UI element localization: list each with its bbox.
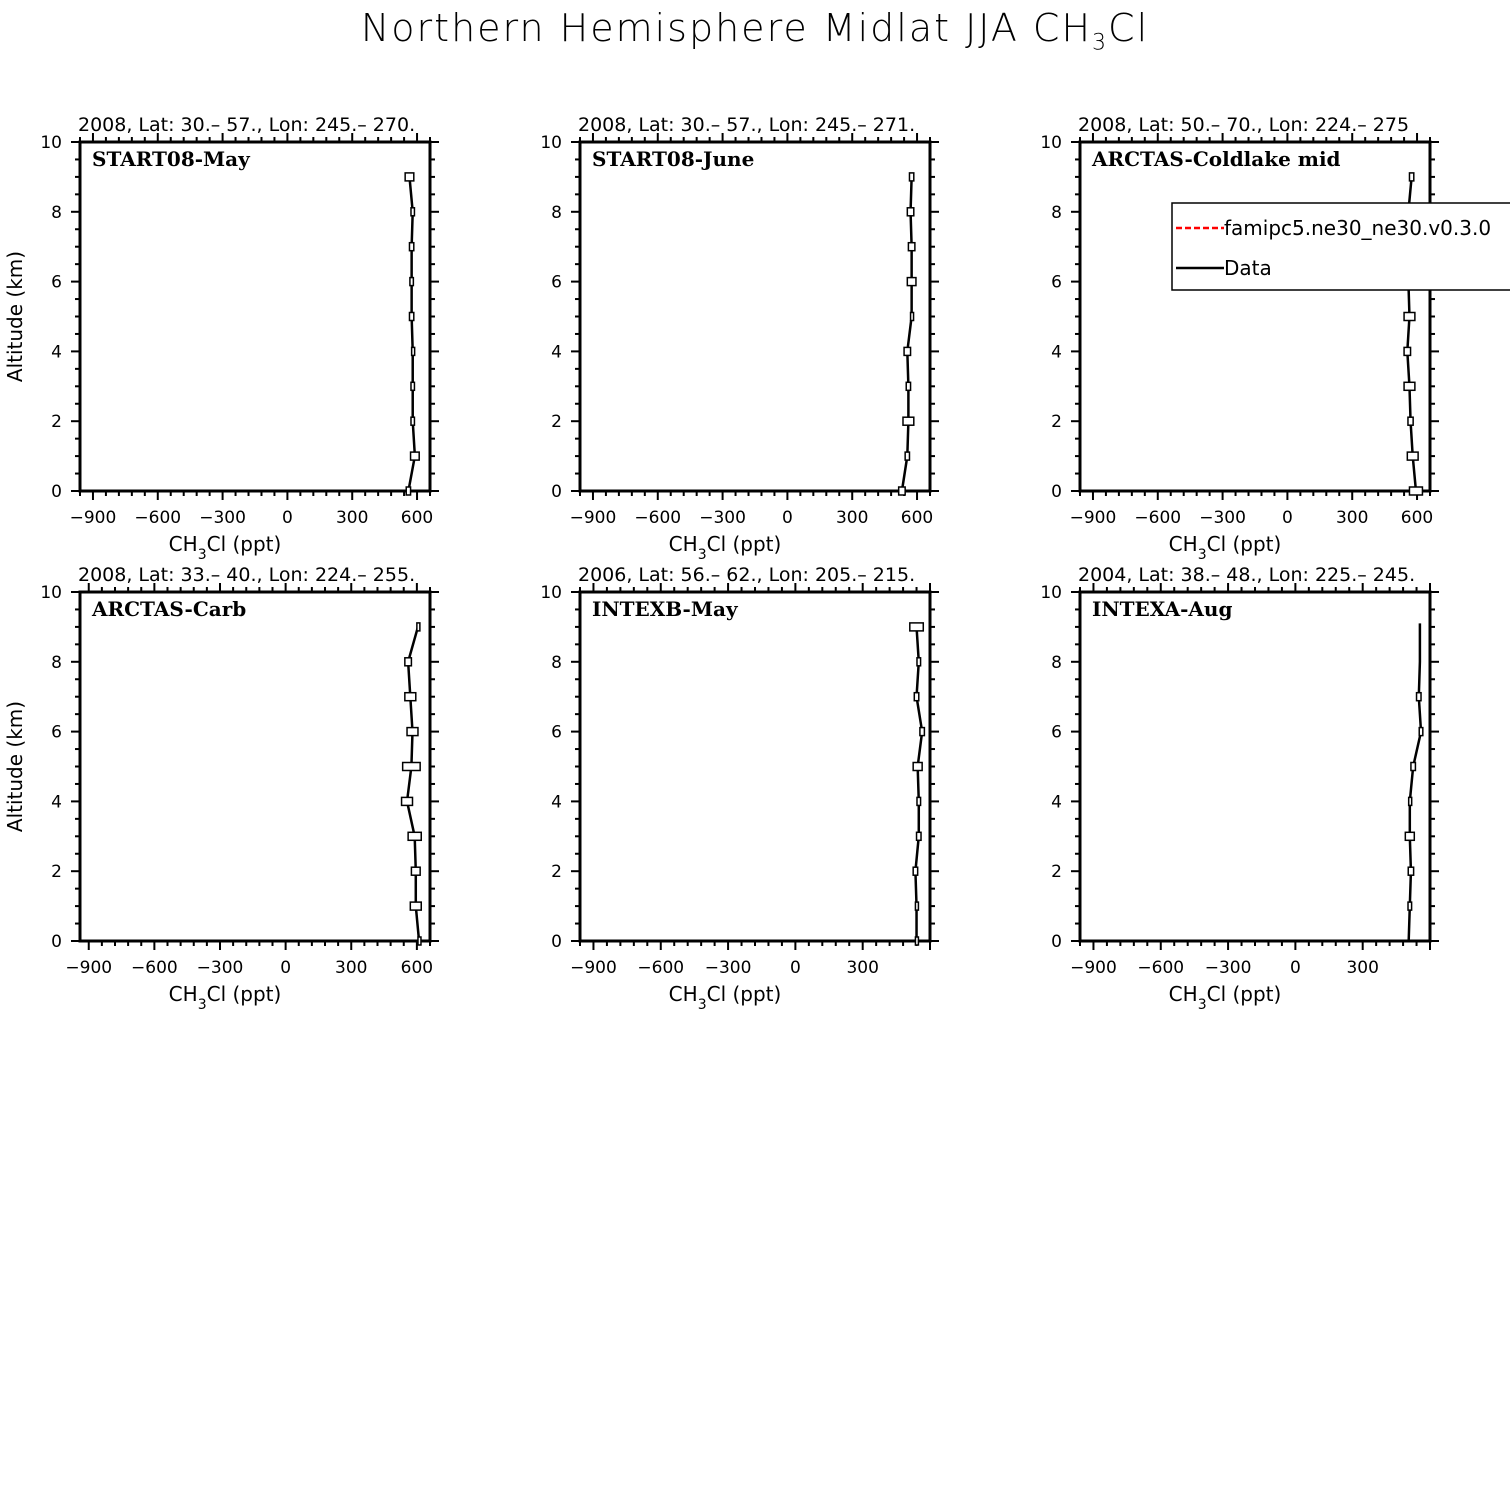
panel-header: 2008, Lat: 30.– 57., Lon: 245.– 271.	[578, 114, 916, 136]
y-tick-label: 8	[51, 202, 62, 223]
data-point-box	[411, 452, 420, 460]
y-tick-label: 2	[1051, 412, 1062, 433]
data-point-box	[917, 658, 921, 666]
figure-title: Northern Hemisphere Midlat JJA $CH_3Cl$	[360, 6, 1150, 56]
y-tick-label: 8	[1051, 202, 1062, 223]
y-axis-label: Altitude (km)	[3, 700, 27, 833]
data-point-box	[1409, 797, 1412, 805]
data-point-box	[409, 313, 413, 321]
x-tick-label: 600	[400, 958, 434, 978]
data-point-box	[405, 693, 416, 701]
data-point-box	[1407, 452, 1418, 460]
x-tick-label: −300	[1199, 508, 1246, 528]
y-tick-label: 6	[51, 722, 62, 743]
panel-3	[1040, 114, 1439, 563]
plot-frame	[1080, 592, 1430, 941]
panel-header: 2008, Lat: 33.– 40., Lon: 224.– 255.	[78, 564, 416, 586]
data-point-box	[405, 173, 414, 181]
y-tick-label: 6	[1051, 272, 1062, 293]
data-point-box	[1404, 347, 1410, 355]
x-tick-label: −900	[69, 508, 117, 528]
data-point-box	[406, 487, 410, 495]
panel-label: START08-May	[92, 147, 250, 171]
y-tick-label: 0	[1051, 482, 1062, 502]
x-tick-label: −600	[634, 508, 682, 528]
y-tick-label: 2	[51, 862, 62, 883]
y-tick-label: 2	[551, 412, 562, 433]
panel-6	[1040, 564, 1439, 1013]
x-tick-label: 600	[900, 508, 934, 528]
data-line	[915, 627, 922, 941]
x-tick-label: −600	[131, 958, 178, 978]
panel-4	[3, 564, 439, 1013]
data-point-box	[412, 347, 415, 355]
panel-header: 2008, Lat: 30.– 57., Lon: 245.– 270.	[78, 114, 416, 136]
data-point-box	[1405, 832, 1414, 840]
panel-label: ARCTAS-Carb	[92, 597, 247, 621]
y-tick-label: 2	[551, 862, 562, 883]
x-axis-label: $CH_3Cl$ (ppt)	[668, 982, 782, 1013]
data-point-box	[410, 902, 421, 910]
x-axis-label: $CH_3Cl$ (ppt)	[1168, 532, 1282, 563]
data-point-box	[906, 382, 910, 390]
data-line	[1409, 623, 1421, 941]
plot-frame	[1080, 142, 1430, 491]
x-axis-label: $CH_3Cl$ (ppt)	[1168, 982, 1282, 1013]
panel-header: 2006, Lat: 56.– 62., Lon: 205.– 215.	[578, 564, 916, 586]
x-tick-label: 300	[1335, 508, 1369, 528]
legend	[1172, 203, 1510, 290]
x-tick-label: −600	[637, 958, 685, 978]
data-point-box	[407, 728, 418, 736]
data-point-box	[411, 382, 414, 390]
data-point-box	[1417, 693, 1421, 701]
data-point-box	[1404, 313, 1415, 321]
data-point-box	[402, 797, 413, 805]
panel-5	[540, 564, 939, 1013]
y-tick-label: 10	[1040, 133, 1062, 153]
panel-header: 2008, Lat: 50.– 70., Lon: 224.– 275	[1078, 114, 1410, 136]
y-tick-label: 8	[1051, 652, 1062, 673]
y-tick-label: 6	[51, 272, 62, 293]
data-point-box	[1411, 763, 1415, 771]
x-tick-label: −300	[699, 508, 746, 528]
plot-frame	[580, 142, 930, 491]
panel-header: 2004, Lat: 38.– 48., Lon: 225.– 245.	[1078, 564, 1416, 586]
data-point-box	[1419, 728, 1423, 736]
y-tick-label: 10	[40, 583, 62, 603]
x-tick-label: −900	[65, 958, 113, 978]
data-point-box	[1408, 902, 1412, 910]
x-tick-label: 0	[1281, 508, 1293, 528]
data-point-box	[409, 243, 413, 251]
data-point-box	[411, 208, 414, 216]
x-tick-label: 0	[281, 508, 293, 528]
data-point-box	[915, 902, 918, 910]
y-tick-label: 0	[551, 932, 562, 952]
y-tick-label: 10	[40, 133, 62, 153]
x-tick-label: 300	[335, 508, 369, 528]
data-point-box	[909, 173, 913, 181]
x-tick-label: 600	[400, 508, 434, 528]
y-tick-label: 4	[51, 792, 62, 813]
data-point-box	[1409, 487, 1422, 495]
y-tick-label: 4	[1051, 342, 1062, 363]
x-tick-label: 300	[835, 508, 869, 528]
x-tick-label: 0	[280, 958, 292, 978]
panel-label: INTEXA-Aug	[1092, 597, 1233, 621]
x-tick-label: −900	[570, 958, 617, 978]
y-tick-label: 2	[51, 412, 62, 433]
y-tick-label: 0	[51, 482, 62, 502]
y-tick-label: 0	[551, 482, 562, 502]
x-tick-label: −300	[196, 958, 244, 978]
data-point-box	[910, 623, 923, 631]
data-point-box	[1404, 382, 1415, 390]
x-tick-label: −300	[1204, 958, 1252, 978]
data-point-box	[917, 832, 921, 840]
panel-2	[540, 114, 939, 563]
data-point-box	[911, 313, 914, 321]
panel-label: ARCTAS-Coldlake mid	[1092, 147, 1341, 171]
data-point-box	[403, 763, 421, 771]
x-tick-label: −900	[569, 508, 617, 528]
data-point-box	[405, 658, 412, 666]
data-point-box	[905, 452, 909, 460]
x-tick-label: 300	[335, 958, 368, 978]
data-point-box	[411, 417, 414, 425]
y-tick-label: 10	[540, 133, 562, 153]
data-point-box	[899, 487, 905, 495]
x-tick-label: −900	[1070, 958, 1117, 978]
x-tick-label: 0	[781, 508, 793, 528]
x-tick-label: −300	[199, 508, 246, 528]
x-axis-label: $CH_3Cl$ (ppt)	[168, 532, 282, 563]
x-axis-label: $CH_3Cl$ (ppt)	[668, 532, 782, 563]
data-point-box	[903, 417, 914, 425]
x-tick-label: 0	[1289, 958, 1301, 978]
panel-label: INTEXB-May	[592, 597, 738, 621]
data-point-box	[913, 763, 922, 771]
data-point-box	[417, 623, 420, 631]
legend-label: famipc5.ne30_ne30.v0.3.0	[1224, 216, 1492, 240]
plot-frame	[80, 592, 430, 941]
data-point-box	[917, 797, 921, 805]
data-line	[902, 177, 912, 491]
y-tick-label: 6	[551, 272, 562, 293]
y-tick-label: 0	[1051, 932, 1062, 952]
data-point-box	[1408, 867, 1413, 875]
y-tick-label: 8	[551, 652, 562, 673]
data-point-box	[418, 937, 421, 945]
y-tick-label: 8	[51, 652, 62, 673]
data-point-box	[410, 278, 413, 286]
x-tick-label: 600	[1400, 508, 1434, 528]
x-tick-label: −900	[1069, 508, 1117, 528]
y-tick-label: 6	[551, 722, 562, 743]
data-point-box	[913, 867, 917, 875]
data-point-box	[914, 693, 918, 701]
y-tick-label: 4	[51, 342, 62, 363]
data-point-box	[904, 347, 910, 355]
y-tick-label: 0	[51, 932, 62, 952]
y-tick-label: 10	[1040, 583, 1062, 603]
x-axis-label: $CH_3Cl$ (ppt)	[168, 982, 282, 1013]
x-tick-label: 300	[1346, 958, 1379, 978]
x-tick-label: −600	[134, 508, 182, 528]
plot-frame	[580, 592, 930, 941]
y-tick-label: 4	[551, 792, 562, 813]
data-line	[408, 177, 414, 491]
y-tick-label: 2	[1051, 862, 1062, 883]
data-point-box	[907, 278, 916, 286]
data-line	[407, 627, 419, 941]
x-tick-label: 0	[789, 958, 801, 978]
x-tick-label: −600	[1137, 958, 1185, 978]
panel-1	[3, 114, 439, 563]
y-tick-label: 6	[1051, 722, 1062, 743]
y-tick-label: 8	[551, 202, 562, 223]
x-tick-label: 300	[846, 958, 879, 978]
y-tick-label: 10	[540, 583, 562, 603]
data-point-box	[920, 728, 924, 736]
x-tick-label: −300	[704, 958, 752, 978]
plot-frame	[80, 142, 430, 491]
data-point-box	[908, 243, 914, 251]
data-point-box	[408, 832, 421, 840]
data-point-box	[411, 867, 420, 875]
x-tick-label: −600	[1134, 508, 1182, 528]
data-point-box	[915, 937, 918, 945]
y-tick-label: 4	[1051, 792, 1062, 813]
y-tick-label: 4	[551, 342, 562, 363]
legend-label: Data	[1224, 256, 1272, 280]
y-axis-label: Altitude (km)	[3, 250, 27, 383]
panel-label: START08-June	[592, 147, 755, 171]
data-point-box	[1409, 173, 1413, 181]
data-point-box	[907, 208, 913, 216]
data-point-box	[1408, 417, 1413, 425]
